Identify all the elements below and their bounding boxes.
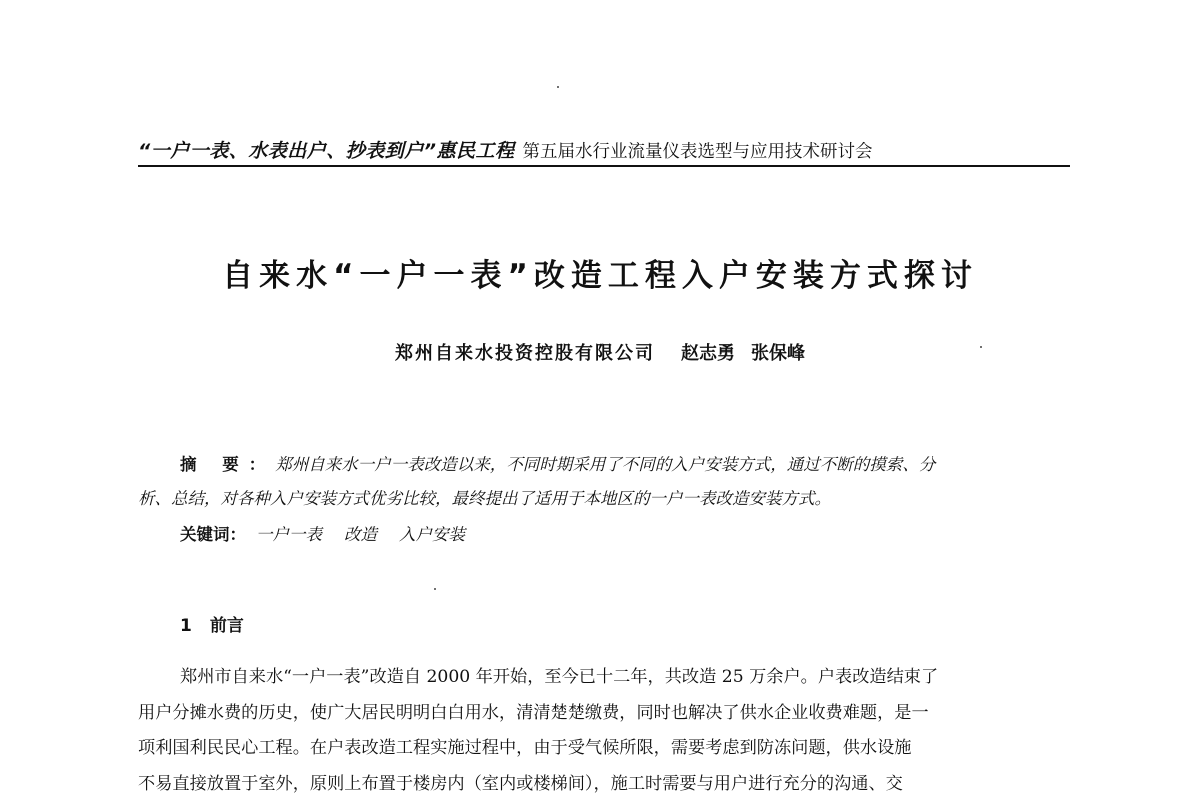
- scan-speck: [434, 588, 436, 590]
- running-header: [138, 136, 1070, 166]
- abstract-line: [138, 448, 1070, 482]
- body-paragraph: [138, 660, 1070, 802]
- paragraph-line: 郑州市自来水“一户一表”改造自 2000 年开始，至今已十二年，共改造 25 万余户。户表改造结束了: [138, 660, 1070, 696]
- paragraph-line: 项利国利民民心工程。在户表改造工程实施过程中，由于受气候所限，需要考虑到防冻问题，供水设施: [138, 731, 1070, 767]
- header-rule: [138, 165, 1070, 167]
- section-heading: [180, 609, 244, 643]
- keyword: 改造: [344, 525, 377, 544]
- keyword: 入户安装: [399, 525, 465, 544]
- paper-title: 自来水“一户一表”改造工程入户安装方式探讨: [0, 252, 1200, 300]
- section-number: 1: [180, 616, 192, 636]
- conference-title: 第五届水行业流量仪表选型与应用技术研讨会: [522, 142, 872, 162]
- author-name: 赵志勇: [681, 343, 735, 364]
- abstract-text: 郑州自来水一户一表改造以来，不同时期采用了不同的入户安装方式，通过不断的摸索、分: [275, 455, 935, 474]
- keywords-label: 关键词：: [180, 525, 246, 544]
- scan-speck: [557, 86, 559, 88]
- keywords: [180, 518, 465, 552]
- abstract-label: 摘 要：: [180, 455, 275, 474]
- abstract: [138, 448, 1070, 516]
- keyword: 一户一表: [256, 525, 322, 544]
- paragraph-line: 不易直接放置于室外，原则上布置于楼房内（室内或楼梯间），施工时需要与用户进行充分的沟通、交: [138, 767, 1070, 802]
- abstract-line: 析、总结，对各种入户安装方式优劣比较，最终提出了适用于本地区的一户一表改造安装方式。: [138, 482, 1070, 516]
- author-name: 张保峰: [751, 343, 805, 364]
- paragraph-line: 用户分摊水费的历史，使广大居民明明白白用水，清清楚楚缴费，同时也解决了供水企业收费难题，是一: [138, 696, 1070, 732]
- author-organization: 郑州自来水投资控股有限公司: [395, 343, 655, 364]
- series-title: “一户一表、水表出户、抄表到户”惠民工程: [138, 140, 514, 162]
- section-title: 前言: [210, 616, 244, 636]
- author-line: [0, 338, 1200, 370]
